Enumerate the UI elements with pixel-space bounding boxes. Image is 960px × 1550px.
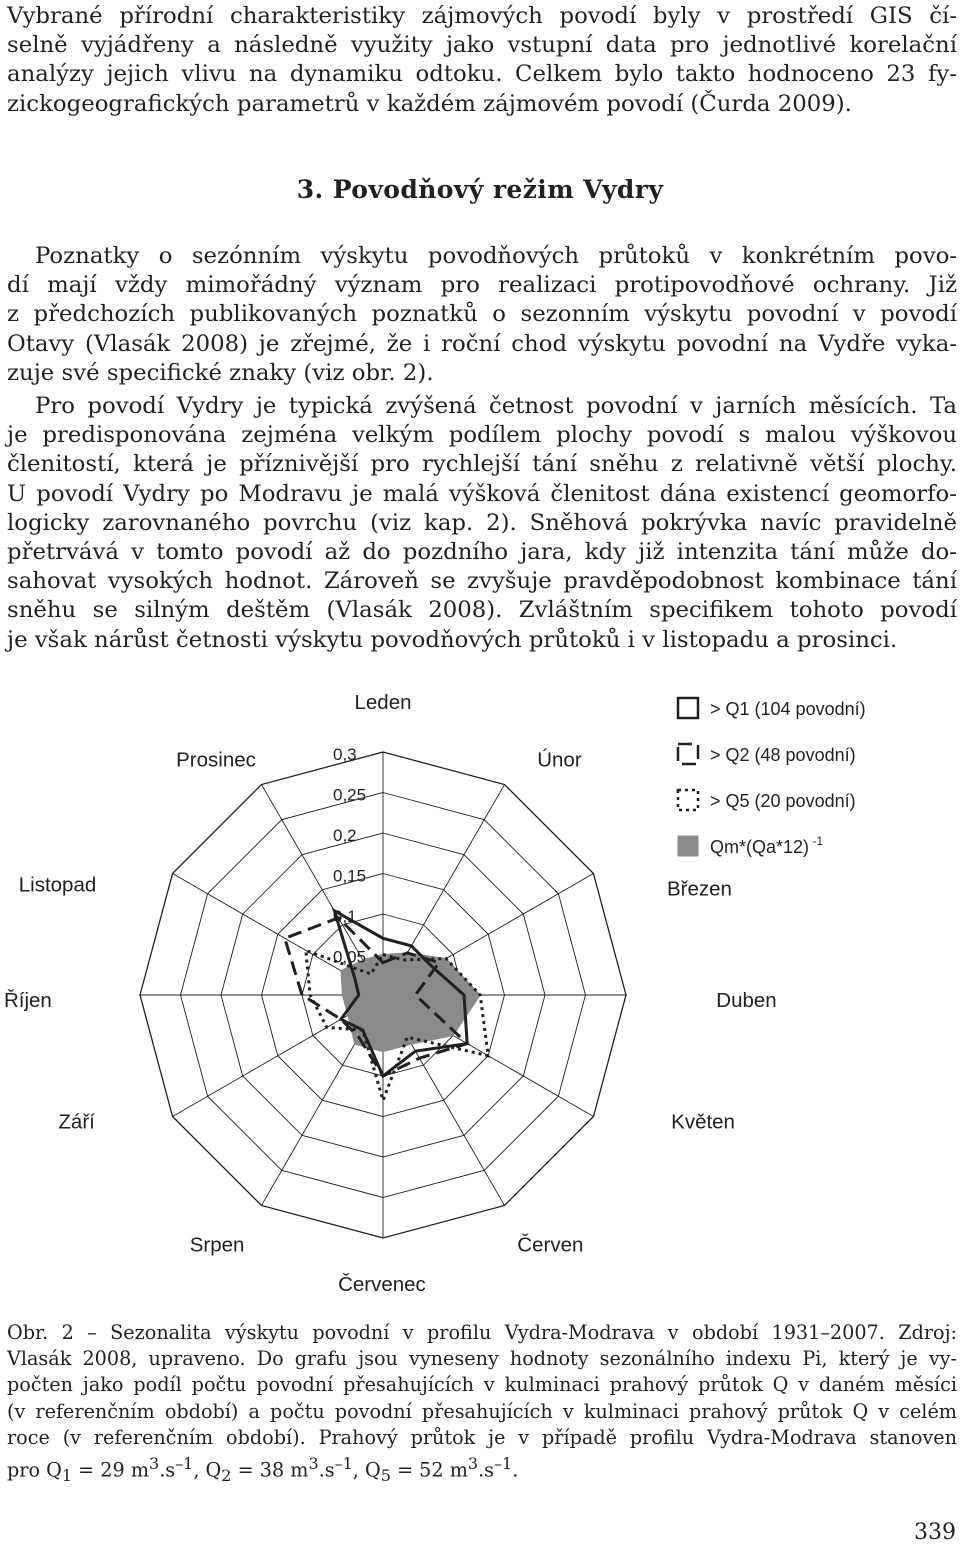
text-line: zickogeografických parametrů v každém zájmovém povodí (Čurda 2009). bbox=[7, 90, 852, 117]
legend-label: > Q5 (20 povodní) bbox=[710, 791, 856, 811]
radial-tick-label: 0,25 bbox=[333, 785, 367, 805]
formula-superscript: –1 bbox=[334, 1454, 353, 1474]
paragraph-1 bbox=[7, 242, 957, 388]
text-line: je však nárůst četnosti výskytu povodňových průtoků i v listopadu a prosinci. bbox=[7, 626, 898, 653]
formula-superscript: –1 bbox=[494, 1454, 513, 1474]
caption-line-formula bbox=[7, 1451, 957, 1489]
legend-label: > Q1 (104 povodní) bbox=[710, 699, 866, 719]
category-label: Prosinec bbox=[176, 748, 256, 772]
legend-label: Qm*(Qa*12) $^{-1}$ bbox=[710, 834, 824, 857]
caption-line: počten jako podíl počtu povodní přesahujících v kulminaci prahový průtok Q v daném měsíci bbox=[7, 1373, 957, 1397]
category-label: Leden bbox=[354, 691, 412, 714]
text-line: z předchozích publikovaných poznatků o sezonním výskytu povodní v povodí bbox=[7, 301, 957, 328]
text-line: zuje své specifické znaky (viz obr. 2). bbox=[7, 359, 434, 386]
formula-text: = 29 m bbox=[72, 1458, 150, 1482]
caption-line: Obr. 2 – Sezonalita výskytu povodní v profilu Vydra-Modrava v období 1931–2007. Zdroj: bbox=[7, 1321, 957, 1344]
category-label: Září bbox=[58, 1110, 95, 1134]
text-line: dí mají vždy mimořádný význam pro realizaci protipovodňové ochrany. Již bbox=[7, 272, 957, 299]
formula-subscript: 5 bbox=[380, 1466, 391, 1486]
formula-text: .s bbox=[159, 1458, 176, 1482]
category-label: Červen bbox=[517, 1233, 584, 1257]
formula-text: pro Q bbox=[7, 1458, 62, 1482]
radial-tick-label: 0,05 bbox=[333, 947, 367, 967]
text-line: Otavy (Vlasák 2008) je zřejmé, že i roční chod výskytu povodní na Vydře vyka- bbox=[7, 330, 957, 357]
category-label: Říjen bbox=[3, 989, 52, 1012]
formula-subscript: 1 bbox=[61, 1466, 73, 1486]
radial-tick-label: 0,1 bbox=[333, 907, 357, 926]
caption-line: Vlasák 2008, upraveno. Do grafu jsou vyneseny hodnoty sezonálního indexu Pi, který je vy- bbox=[7, 1347, 957, 1371]
caption-line: roce (v referenčním období). Prahový průtok je v případě profilu Vydra-Modrava stanoven bbox=[7, 1425, 957, 1449]
caption-line: (v referenčním období) a počtu povodní přesahujících v kulminaci prahový průtok Q v celém bbox=[7, 1399, 957, 1423]
formula-text: . bbox=[512, 1458, 519, 1482]
formula-text: , Q bbox=[352, 1458, 381, 1482]
text-line: logicky zarovnaného povrchu (viz kap. 2). Sněhová pokrývka navíc pravidelně bbox=[7, 509, 957, 536]
formula-text: .s bbox=[318, 1458, 335, 1482]
formula-superscript: –1 bbox=[175, 1454, 194, 1474]
legend-label: > Q2 (48 povodní) bbox=[710, 745, 856, 765]
legend-swatch-solid bbox=[678, 698, 698, 718]
text-line: je predisponována zejména velkým podílem plochy povodí s malou výškovou bbox=[7, 422, 957, 449]
formula-superscript: 3 bbox=[467, 1454, 479, 1474]
section-heading: 3. Povodňový režim Vydry bbox=[296, 175, 664, 204]
formula-superscript: 3 bbox=[149, 1454, 160, 1474]
formula-text: , Q bbox=[193, 1458, 222, 1482]
chart-series bbox=[285, 911, 488, 1100]
category-label: Listopad bbox=[18, 873, 97, 897]
category-label: Únor bbox=[537, 748, 582, 772]
radar-chart bbox=[0, 690, 960, 1305]
figure-caption bbox=[7, 1320, 957, 1489]
radial-tick-label: 0,15 bbox=[333, 866, 367, 886]
page-number: 339 bbox=[914, 1520, 956, 1545]
intro-paragraph bbox=[7, 2, 957, 119]
text-line: sněhu se silným deštěm (Vlasák 2008). Zvláštním specifikem tohoto povodí bbox=[7, 597, 957, 624]
text-line: analýzy jejich vlivu na dynamiku odtoku. Celkem bylo takto hodnoceno 23 fy- bbox=[7, 61, 957, 88]
legend-superscript: -1 bbox=[809, 834, 824, 848]
radial-tick-label: 0,3 bbox=[333, 745, 357, 764]
legend-swatch-dotted bbox=[678, 790, 698, 810]
chart-legend bbox=[678, 698, 866, 857]
paragraph-2 bbox=[7, 392, 957, 655]
category-label: Březen bbox=[666, 877, 732, 901]
text-line: přetrvává v tomto povodí až do pozdního jara, kdy již intenzita tání může do- bbox=[7, 539, 957, 566]
text-line: sahovat vysokých hodnot. Zároveň se zvyšuje pravděpodobnost kombinace tání bbox=[7, 568, 957, 595]
category-label: Květen bbox=[671, 1110, 735, 1134]
text-line: U povodí Vydry po Modravu je malá výšková členitost dána existencí geomorfo- bbox=[7, 480, 957, 507]
radial-tick-labels bbox=[333, 745, 366, 967]
category-label: Srpen bbox=[189, 1233, 245, 1257]
text-line: Pro povodí Vydry je typická zvýšená četnost povodní v jarních měsících. Ta bbox=[35, 393, 957, 419]
formula-text: = 52 m bbox=[390, 1458, 468, 1482]
formula-text: = 38 m bbox=[231, 1458, 309, 1482]
formula-superscript: 3 bbox=[308, 1454, 319, 1474]
legend-swatch-dashed bbox=[678, 744, 698, 764]
category-label: Duben bbox=[716, 989, 777, 1012]
text-line: členitostí, která je příznivější pro rychlejší tání sněhu z relativně větší plochy. bbox=[7, 451, 957, 478]
formula-subscript: 2 bbox=[221, 1466, 232, 1486]
text-line: Poznatky o sezónním výskytu povodňových průtoků v konkrétním povo- bbox=[35, 243, 957, 269]
category-label: Červenec bbox=[338, 1273, 426, 1296]
radial-tick-label: 0,2 bbox=[333, 826, 357, 845]
formula-text: .s bbox=[478, 1458, 495, 1482]
text-line: selně vyjádřeny a následně využity jako vstupní data pro jednotlivé korelační bbox=[7, 32, 957, 59]
legend-swatch-filled bbox=[678, 836, 698, 856]
text-line: Vybrané přírodní charakteristiky zájmových povodí byly v prostředí GIS čí- bbox=[7, 3, 957, 29]
